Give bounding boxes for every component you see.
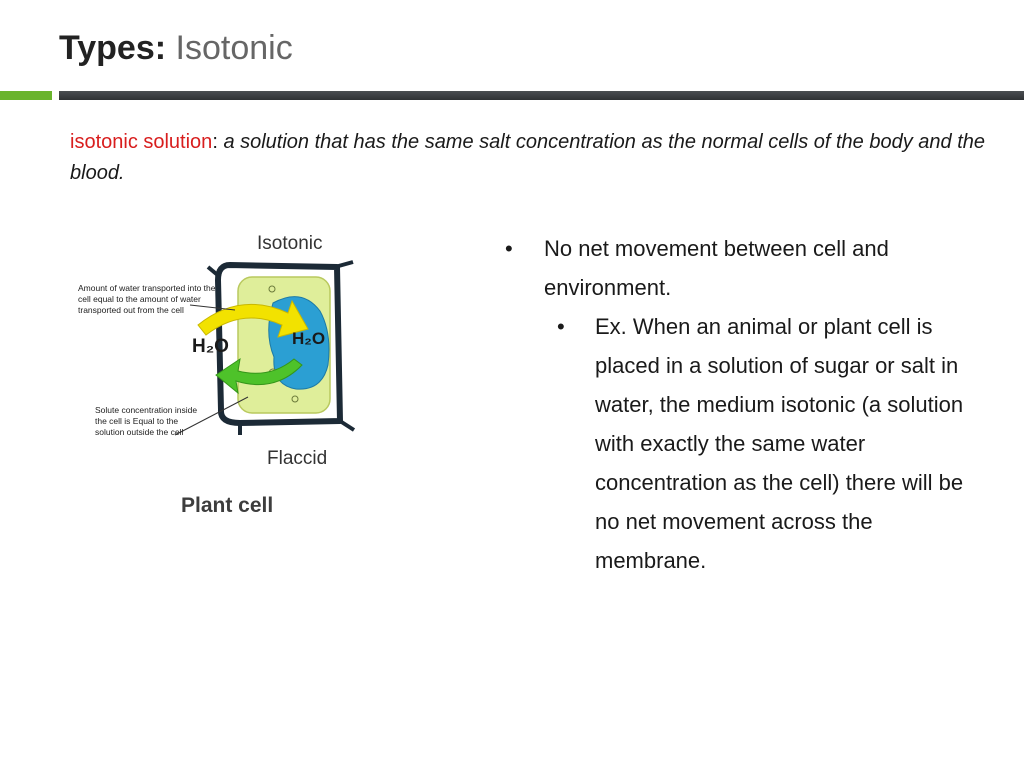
definition-term: isotonic solution — [70, 131, 213, 153]
solute-concentration-label: Solute concentration inside the cell is Equal to the solution outside the cell — [95, 405, 198, 437]
cell-wall-corner-br — [340, 421, 354, 430]
water-transport-label: Amount of water transported into the cell equal to the amount of water transported out from the cell — [78, 283, 216, 315]
cell-wall-corner-tr — [335, 262, 353, 267]
h2o-inside-label: H₂O — [292, 329, 326, 348]
title-topic: Isotonic — [175, 29, 293, 67]
figure-caption: Plant cell — [181, 494, 274, 517]
bullet-dot: • — [505, 236, 513, 261]
title-prefix: Types: — [59, 29, 167, 67]
accent-bar-green — [0, 91, 52, 100]
sub-bullet-item — [505, 307, 965, 580]
header-divider-bar — [59, 91, 1024, 100]
slide-title — [59, 26, 293, 70]
bullet-list — [505, 229, 975, 580]
cell-state-label: Flaccid — [267, 448, 328, 469]
plant-cell-figure — [70, 225, 380, 475]
bullet-dot: • — [557, 314, 565, 339]
sub-bullet-text: Ex. When an animal or plant cell is placed in a solution of sugar or salt in water, the medium isotonic (a solution with exactly the same water concentration as the cell) there will be no net movement across the membrane. — [595, 314, 964, 573]
bullet-text: No net movement between cell and environment. — [544, 236, 889, 300]
h2o-outside-label: H₂O — [192, 336, 229, 357]
definition-text: a solution that has the same salt concentration as the normal cells of the body and the blood. — [70, 131, 986, 184]
bullet-item — [505, 229, 975, 307]
diagram-heading: Isotonic — [257, 233, 323, 254]
definition-separator: : — [212, 131, 218, 153]
definition-paragraph — [70, 127, 990, 189]
